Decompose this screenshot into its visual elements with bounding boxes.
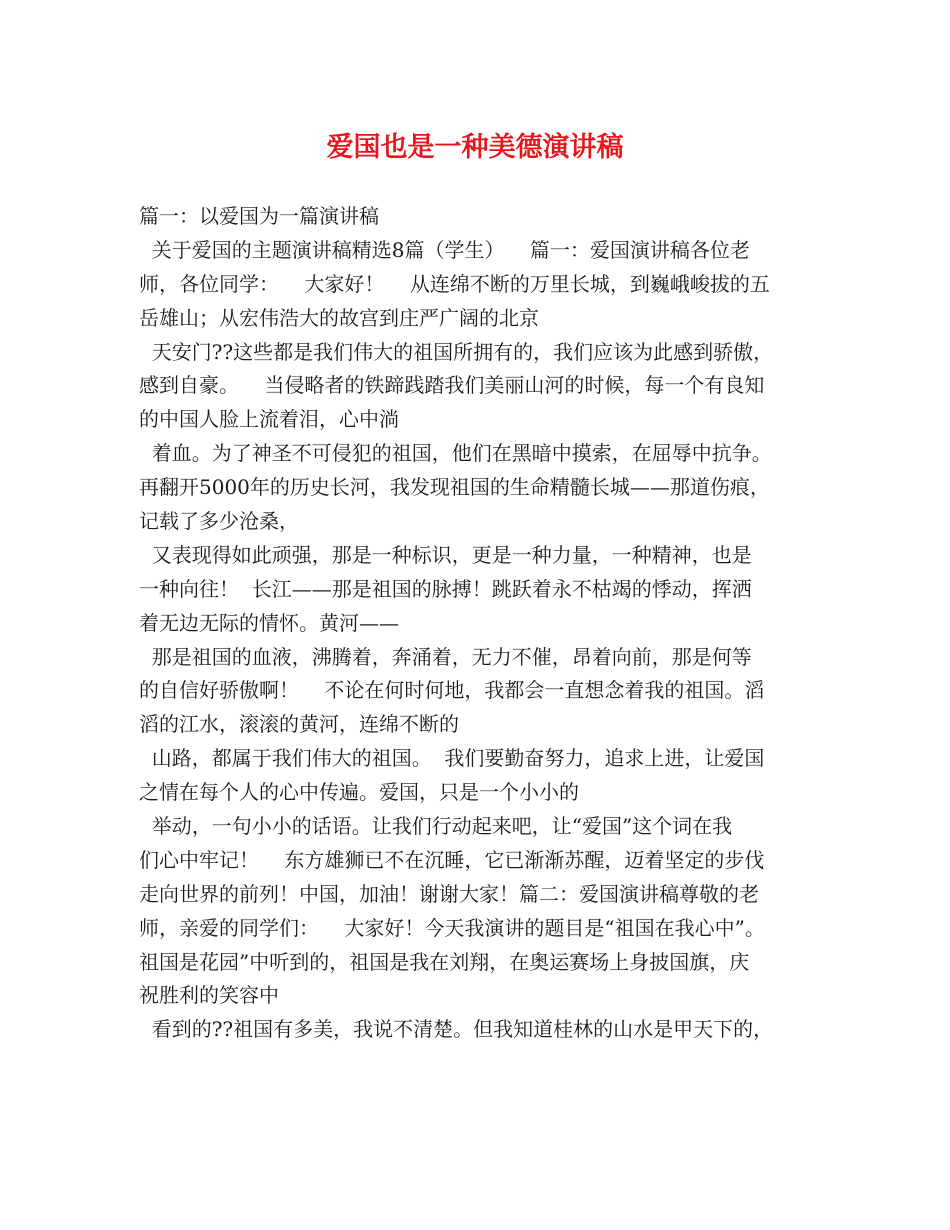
- text-line: 师，各位同学： 大家好！ 从连绵不断的万里长城，到巍峨峻拔的五: [139, 271, 770, 296]
- text-line: 祖国是花园”中听到的，祖国是我在刘翔，在奥运赛场上身披国旗，庆: [139, 949, 750, 974]
- document-body: [139, 200, 819, 1047]
- text-line: 举动，一句小小的话语。让我们行动起来吧，让“爱国”这个词在我: [139, 814, 733, 839]
- text-line: 记载了多少沧桑，: [139, 509, 299, 534]
- text-line: 一种向往！ 长江——那是祖国的脉搏！跳跃着永不枯竭的悸动，挥洒: [139, 576, 752, 601]
- text-line: 篇一：以爱国为一篇演讲稿: [139, 204, 379, 228]
- text-line: 着血。为了神圣不可侵犯的祖国，他们在黑暗中摸索，在屈辱中抗争。: [139, 441, 772, 466]
- text-line: 看到的??祖国有多美，我说不清楚。但我知道桂林的山水是甲天下的，: [139, 1017, 774, 1042]
- text-line: 山路，都属于我们伟大的祖国。 我们要勤奋努力，追求上进，让爱国: [139, 746, 765, 771]
- text-line: 岳雄山；从宏伟浩大的故宫到庄严广阔的北京: [139, 305, 539, 330]
- document-title: 爱国也是一种美德演讲稿: [326, 132, 624, 163]
- text-line: 之情在每个人的心中传遍。爱国，只是一个小小的: [139, 780, 579, 805]
- text-line: 的自信好骄傲啊！ 不论在何时何地，我都会一直想念着我的祖国。滔: [139, 678, 765, 703]
- text-line: 祝胜利的笑容中: [139, 983, 279, 1008]
- text-line: 感到自豪。 当侵略者的铁蹄践踏我们美丽山河的时候，每一个有良知: [139, 373, 765, 398]
- text-line: 走向世界的前列！中国，加油！谢谢大家！篇二：爱国演讲稿尊敬的老: [139, 881, 759, 906]
- text-line: 师，亲爱的同学们： 大家好！今天我演讲的题目是“祖国在我心中”。: [139, 915, 765, 940]
- text-line: 们心中牢记！ 东方雄狮已不在沉睡，它已渐渐苏醒，迈着坚定的步伐: [139, 847, 765, 872]
- text-line: 着无边无际的情怀。黄河——: [139, 610, 399, 635]
- text-line: 天安门??这些都是我们伟大的祖国所拥有的，我们应该为此感到骄傲，: [139, 339, 774, 364]
- text-line: 滔的江水，滚滚的黄河，连绵不断的: [139, 712, 459, 737]
- text-line: 的中国人脸上流着泪，心中淌: [139, 407, 399, 432]
- text-line: 又表现得如此顽强，那是一种标识，更是一种力量，一种精神，也是: [139, 542, 752, 567]
- text-line: 那是祖国的血液，沸腾着，奔涌着，无力不催，昂着向前，那是何等: [139, 644, 752, 669]
- text-line: 再翻开5000年的历史长河，我发现祖国的生命精髓长城——那道伤痕，: [139, 475, 770, 500]
- text-line: 关于爱国的主题演讲稿精选8篇（学生） 篇一：爱国演讲稿各位老: [139, 237, 750, 262]
